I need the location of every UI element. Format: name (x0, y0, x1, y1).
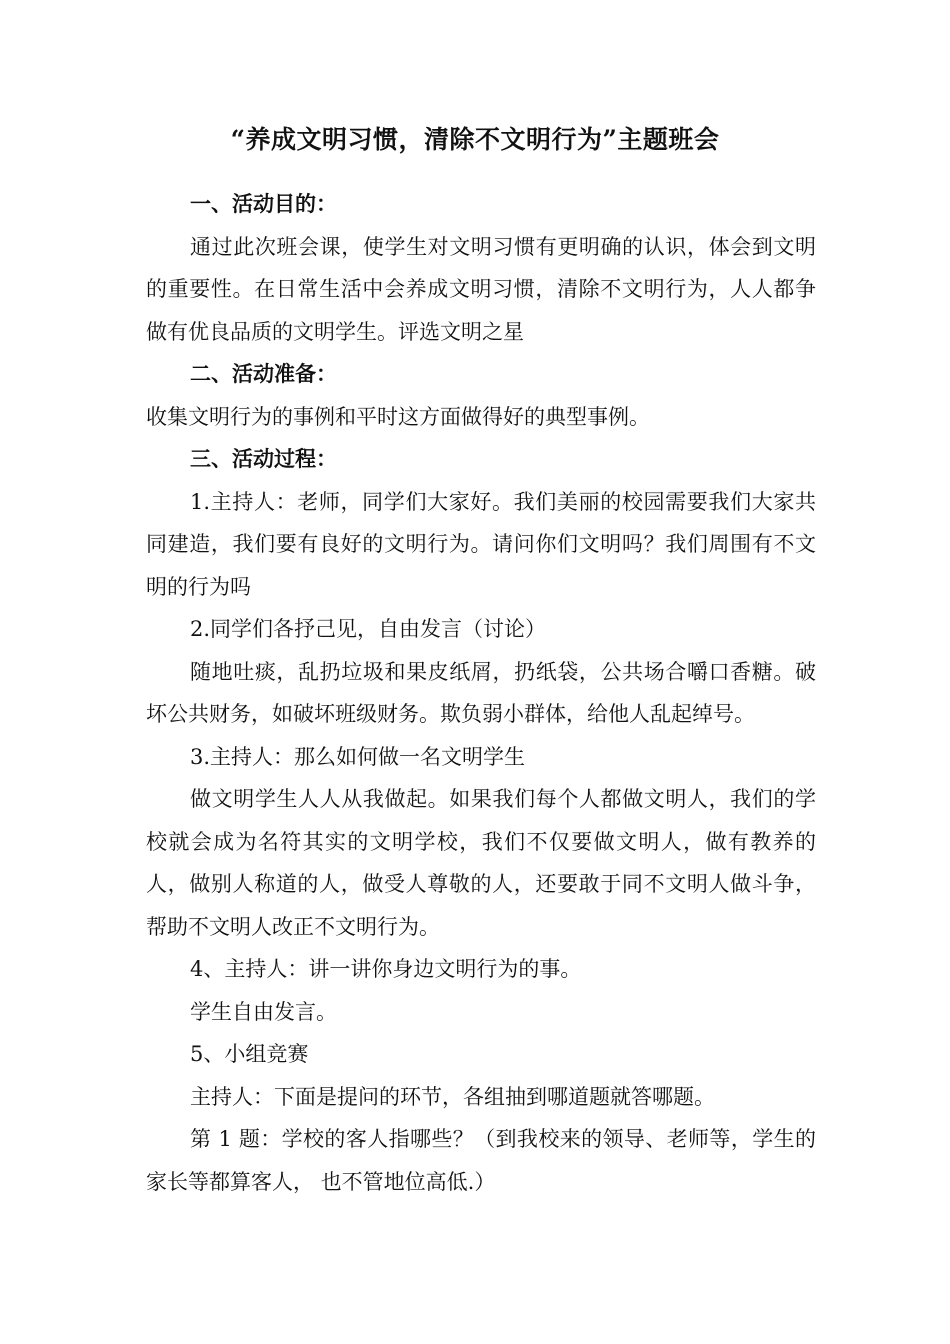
document-body (146, 183, 816, 1203)
document-title: “养成文明习惯，清除不文明行为”主题班会 (230, 125, 720, 154)
section-heading-preparation: 二、活动准备： (190, 361, 337, 386)
paragraph-question-1: 第 1 题：学校的客人指哪些？（到我校来的领导、老师等，学生的家长等都算客人， 也不管地位高低.） (146, 1127, 816, 1194)
paragraph-step-4: 4、主持人：讲一讲你身边文明行为的事。 (190, 957, 582, 981)
paragraph-step-3: 3.主持人：那么如何做一名文明学生 (190, 744, 526, 769)
paragraph-purpose: 通过此次班会课，使学生对文明习惯有更明确的认识，体会到文明的重要性。在日常生活中会养成文明习惯，清除不文明行为，人人都争做有优良品质的文明学生。评选文明之星 (146, 234, 816, 344)
paragraph-preparation: 收集文明行为的事例和平时这方面做得好的典型事例。 (146, 404, 650, 429)
section-heading-process: 三、活动过程： (190, 446, 337, 471)
paragraph-step-5: 5、小组竞赛 (190, 1042, 309, 1066)
paragraph-civil-student: 做文明学生人人从我做起。如果我们每个人都做文明人，我们的学校就会成为名符其实的文明学校，我们不仅要做文明人，做有教养的人，做别人称道的人，做受人尊敬的人，还要敢于同不文明人做斗争，帮助不文明人改正不文明行为。 (146, 787, 816, 939)
paragraph-free-speech: 学生自由发言。 (190, 999, 337, 1024)
paragraph-host-quiz: 主持人：下面是提问的环节，各组抽到哪道题就答哪题。 (190, 1084, 715, 1109)
paragraph-step-2: 2.同学们各抒己见，自由发言（讨论） (190, 617, 547, 641)
section-heading-purpose: 一、活动目的： (190, 191, 337, 216)
paragraph-uncivil-examples: 随地吐痰，乱扔垃圾和果皮纸屑，扔纸袋，公共场合嚼口香糖。破坏公共财务，如破坏班级财务。欺负弱小群体，给他人乱起绰号。 (146, 659, 816, 726)
paragraph-step-1: 1.主持人：老师，同学们大家好。我们美丽的校园需要我们大家共同建造，我们要有良好的文明行为。请问你们文明吗？我们周围有不文明的行为吗 (146, 489, 816, 599)
